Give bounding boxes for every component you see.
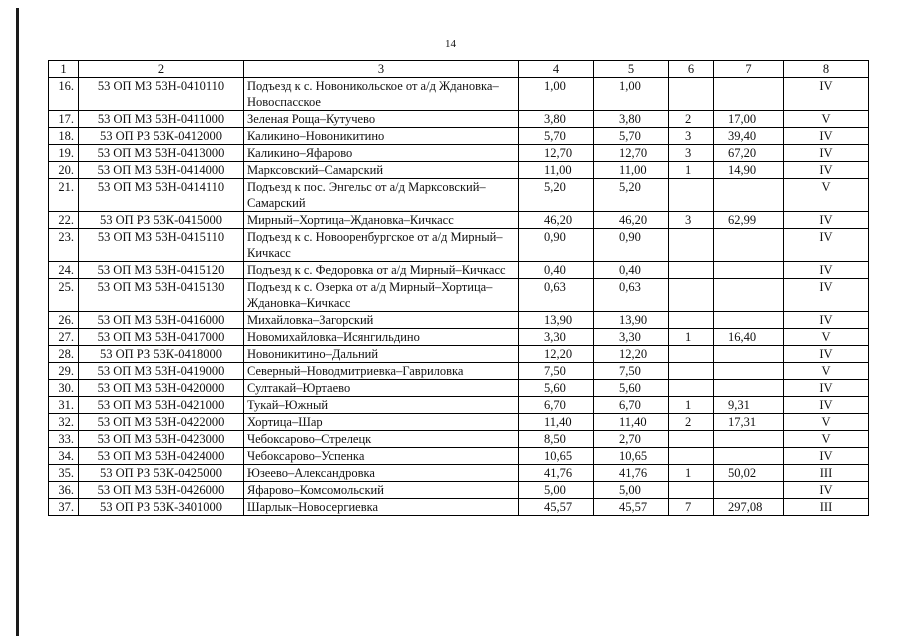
- bridge-length-cell: 50,02: [714, 465, 784, 482]
- row-number-cell: 28.: [49, 346, 79, 363]
- bridge-length-cell: 16,40: [714, 329, 784, 346]
- road-id-cell: 53 ОП МЗ 53Н-0421000: [79, 397, 244, 414]
- column-header: 7: [714, 61, 784, 78]
- table-row: [49, 262, 869, 279]
- road-category-cell: V: [784, 363, 869, 380]
- row-number-cell: 30.: [49, 380, 79, 397]
- road-name-cell: Султакай–Юртаево: [244, 380, 519, 397]
- road-id-cell: 53 ОП МЗ 53Н-0411000: [79, 111, 244, 128]
- table-row: [49, 78, 869, 111]
- road-id-cell: 53 ОП МЗ 53Н-0415130: [79, 279, 244, 312]
- length-paved-cell: 0,63: [594, 279, 669, 312]
- road-name-cell: Новоникитино–Дальний: [244, 346, 519, 363]
- bridge-count-cell: [669, 380, 714, 397]
- road-id-cell: 53 ОП РЗ 53К-0418000: [79, 346, 244, 363]
- length-total-cell: 5,00: [519, 482, 594, 499]
- column-header: 2: [79, 61, 244, 78]
- road-id-cell: 53 ОП МЗ 53Н-0415120: [79, 262, 244, 279]
- row-number-cell: 19.: [49, 145, 79, 162]
- length-total-cell: 3,80: [519, 111, 594, 128]
- row-number-cell: 16.: [49, 78, 79, 111]
- road-category-cell: IV: [784, 448, 869, 465]
- road-name-cell: Северный–Новодмитриевка–Гавриловка: [244, 363, 519, 380]
- table-row: [49, 431, 869, 448]
- length-total-cell: 3,30: [519, 329, 594, 346]
- road-id-cell: 53 ОП МЗ 53Н-0422000: [79, 414, 244, 431]
- road-category-cell: IV: [784, 212, 869, 229]
- road-category-cell: IV: [784, 262, 869, 279]
- length-total-cell: 6,70: [519, 397, 594, 414]
- length-total-cell: 11,00: [519, 162, 594, 179]
- bridge-length-cell: 14,90: [714, 162, 784, 179]
- column-header: 3: [244, 61, 519, 78]
- length-paved-cell: 2,70: [594, 431, 669, 448]
- road-id-cell: 53 ОП МЗ 53Н-0423000: [79, 431, 244, 448]
- bridge-count-cell: 1: [669, 397, 714, 414]
- bridge-length-cell: 17,31: [714, 414, 784, 431]
- length-paved-cell: 46,20: [594, 212, 669, 229]
- length-total-cell: 5,20: [519, 179, 594, 212]
- bridge-count-cell: 3: [669, 128, 714, 145]
- row-number-cell: 36.: [49, 482, 79, 499]
- length-paved-cell: 0,90: [594, 229, 669, 262]
- road-id-cell: 53 ОП РЗ 53К-0412000: [79, 128, 244, 145]
- bridge-length-cell: [714, 431, 784, 448]
- length-paved-cell: 12,70: [594, 145, 669, 162]
- row-number-cell: 31.: [49, 397, 79, 414]
- length-paved-cell: 13,90: [594, 312, 669, 329]
- length-total-cell: 45,57: [519, 499, 594, 516]
- length-total-cell: 10,65: [519, 448, 594, 465]
- row-number-cell: 37.: [49, 499, 79, 516]
- road-id-cell: 53 ОП МЗ 53Н-0415110: [79, 229, 244, 262]
- row-number-cell: 24.: [49, 262, 79, 279]
- road-id-cell: 53 ОП МЗ 53Н-0414110: [79, 179, 244, 212]
- length-paved-cell: 45,57: [594, 499, 669, 516]
- bridge-length-cell: [714, 363, 784, 380]
- length-total-cell: 7,50: [519, 363, 594, 380]
- road-name-cell: Хортица–Шар: [244, 414, 519, 431]
- road-id-cell: 53 ОП МЗ 53Н-0417000: [79, 329, 244, 346]
- bridge-length-cell: [714, 179, 784, 212]
- road-category-cell: IV: [784, 312, 869, 329]
- road-name-cell: Подъезд к с. Новооренбургское от а/д Мирный–Кичкасс: [244, 229, 519, 262]
- row-number-cell: 34.: [49, 448, 79, 465]
- table-row: [49, 380, 869, 397]
- table-row: [49, 312, 869, 329]
- road-name-cell: Шарлык–Новосергиевка: [244, 499, 519, 516]
- length-total-cell: 0,40: [519, 262, 594, 279]
- road-name-cell: Яфарово–Комсомольский: [244, 482, 519, 499]
- length-paved-cell: 11,00: [594, 162, 669, 179]
- table-row: [49, 329, 869, 346]
- row-number-cell: 23.: [49, 229, 79, 262]
- bridge-count-cell: 3: [669, 212, 714, 229]
- table-row: [49, 414, 869, 431]
- road-id-cell: 53 ОП МЗ 53Н-0414000: [79, 162, 244, 179]
- row-number-cell: 20.: [49, 162, 79, 179]
- road-category-cell: IV: [784, 162, 869, 179]
- column-header: 5: [594, 61, 669, 78]
- length-total-cell: 8,50: [519, 431, 594, 448]
- page-edge-bar: [16, 8, 19, 636]
- bridge-length-cell: 67,20: [714, 145, 784, 162]
- road-id-cell: 53 ОП МЗ 53Н-0424000: [79, 448, 244, 465]
- row-number-cell: 21.: [49, 179, 79, 212]
- road-id-cell: 53 ОП МЗ 53Н-0416000: [79, 312, 244, 329]
- bridge-length-cell: [714, 448, 784, 465]
- bridge-count-cell: [669, 312, 714, 329]
- road-category-cell: V: [784, 179, 869, 212]
- road-name-cell: Тукай–Южный: [244, 397, 519, 414]
- bridge-count-cell: 2: [669, 111, 714, 128]
- bridge-length-cell: 9,31: [714, 397, 784, 414]
- road-name-cell: Подъезд к с. Озерка от а/д Мирный–Хортица–Ждановка–Кичкасс: [244, 279, 519, 312]
- table-row: [49, 482, 869, 499]
- table-row: [49, 279, 869, 312]
- table-row: [49, 448, 869, 465]
- bridge-length-cell: [714, 78, 784, 111]
- bridge-length-cell: 297,08: [714, 499, 784, 516]
- column-header: 6: [669, 61, 714, 78]
- table-body: [49, 78, 869, 516]
- road-name-cell: Каликино–Яфарово: [244, 145, 519, 162]
- length-total-cell: 12,70: [519, 145, 594, 162]
- length-total-cell: 41,76: [519, 465, 594, 482]
- length-paved-cell: 6,70: [594, 397, 669, 414]
- bridge-count-cell: 1: [669, 162, 714, 179]
- road-name-cell: Подъезд к пос. Энгельс от а/д Марксовский–Самарский: [244, 179, 519, 212]
- bridge-count-cell: [669, 431, 714, 448]
- road-name-cell: Зеленая Роща–Кутучево: [244, 111, 519, 128]
- length-total-cell: 5,60: [519, 380, 594, 397]
- bridge-length-cell: 17,00: [714, 111, 784, 128]
- bridge-length-cell: [714, 482, 784, 499]
- length-paved-cell: 10,65: [594, 448, 669, 465]
- bridge-length-cell: [714, 229, 784, 262]
- table-row: [49, 397, 869, 414]
- row-number-cell: 27.: [49, 329, 79, 346]
- road-id-cell: 53 ОП МЗ 53Н-0420000: [79, 380, 244, 397]
- road-id-cell: 53 ОП РЗ 53К-0415000: [79, 212, 244, 229]
- length-paved-cell: 5,60: [594, 380, 669, 397]
- road-name-cell: Марксовский–Самарский: [244, 162, 519, 179]
- table-row: [49, 346, 869, 363]
- bridge-count-cell: [669, 279, 714, 312]
- road-category-cell: IV: [784, 279, 869, 312]
- length-total-cell: 5,70: [519, 128, 594, 145]
- road-category-cell: V: [784, 111, 869, 128]
- road-name-cell: Юзеево–Александровка: [244, 465, 519, 482]
- road-id-cell: 53 ОП МЗ 53Н-0426000: [79, 482, 244, 499]
- table-row: [49, 212, 869, 229]
- bridge-count-cell: [669, 363, 714, 380]
- table-row: [49, 465, 869, 482]
- road-category-cell: III: [784, 465, 869, 482]
- row-number-cell: 25.: [49, 279, 79, 312]
- length-total-cell: 0,90: [519, 229, 594, 262]
- road-id-cell: 53 ОП МЗ 53Н-0410110: [79, 78, 244, 111]
- length-paved-cell: 41,76: [594, 465, 669, 482]
- length-total-cell: 11,40: [519, 414, 594, 431]
- length-total-cell: 46,20: [519, 212, 594, 229]
- row-number-cell: 22.: [49, 212, 79, 229]
- road-category-cell: IV: [784, 397, 869, 414]
- row-number-cell: 32.: [49, 414, 79, 431]
- road-category-cell: V: [784, 414, 869, 431]
- bridge-count-cell: [669, 229, 714, 262]
- length-paved-cell: 12,20: [594, 346, 669, 363]
- row-number-cell: 26.: [49, 312, 79, 329]
- table-row: [49, 162, 869, 179]
- bridge-count-cell: 1: [669, 465, 714, 482]
- road-name-cell: Чебоксарово–Успенка: [244, 448, 519, 465]
- bridge-count-cell: 3: [669, 145, 714, 162]
- length-paved-cell: 1,00: [594, 78, 669, 111]
- bridge-length-cell: 62,99: [714, 212, 784, 229]
- length-paved-cell: 3,80: [594, 111, 669, 128]
- bridge-count-cell: [669, 179, 714, 212]
- road-name-cell: Мирный–Хортица–Ждановка–Кичкасс: [244, 212, 519, 229]
- road-name-cell: Подъезд к с. Федоровка от а/д Мирный–Кичкасс: [244, 262, 519, 279]
- row-number-cell: 18.: [49, 128, 79, 145]
- table-row: [49, 363, 869, 380]
- column-header: 1: [49, 61, 79, 78]
- bridge-length-cell: [714, 346, 784, 363]
- length-paved-cell: 3,30: [594, 329, 669, 346]
- road-id-cell: 53 ОП РЗ 53К-3401000: [79, 499, 244, 516]
- road-name-cell: Чебоксарово–Стрелецк: [244, 431, 519, 448]
- road-name-cell: Каликино–Новоникитино: [244, 128, 519, 145]
- road-category-cell: IV: [784, 78, 869, 111]
- bridge-count-cell: 7: [669, 499, 714, 516]
- length-paved-cell: 11,40: [594, 414, 669, 431]
- road-id-cell: 53 ОП МЗ 53Н-0419000: [79, 363, 244, 380]
- bridge-count-cell: 2: [669, 414, 714, 431]
- bridge-length-cell: [714, 380, 784, 397]
- length-paved-cell: 5,00: [594, 482, 669, 499]
- table-row: [49, 179, 869, 212]
- road-category-cell: IV: [784, 128, 869, 145]
- header-row: [49, 61, 869, 78]
- bridge-length-cell: [714, 279, 784, 312]
- road-category-cell: III: [784, 499, 869, 516]
- road-name-cell: Подъезд к с. Новоникольское от а/д Ждановка–Новоспасское: [244, 78, 519, 111]
- table-row: [49, 229, 869, 262]
- table-row: [49, 499, 869, 516]
- bridge-length-cell: [714, 262, 784, 279]
- bridge-count-cell: [669, 78, 714, 111]
- length-total-cell: 1,00: [519, 78, 594, 111]
- bridge-count-cell: [669, 346, 714, 363]
- road-category-cell: IV: [784, 346, 869, 363]
- road-category-cell: IV: [784, 380, 869, 397]
- road-category-cell: IV: [784, 145, 869, 162]
- table-row: [49, 145, 869, 162]
- bridge-length-cell: [714, 312, 784, 329]
- row-number-cell: 35.: [49, 465, 79, 482]
- table-row: [49, 128, 869, 145]
- length-paved-cell: 5,70: [594, 128, 669, 145]
- road-name-cell: Новомихайловка–Исянгильдино: [244, 329, 519, 346]
- length-total-cell: 13,90: [519, 312, 594, 329]
- road-id-cell: 53 ОП МЗ 53Н-0413000: [79, 145, 244, 162]
- road-category-cell: V: [784, 431, 869, 448]
- length-paved-cell: 5,20: [594, 179, 669, 212]
- road-name-cell: Михайловка–Загорский: [244, 312, 519, 329]
- column-header: 4: [519, 61, 594, 78]
- length-paved-cell: 0,40: [594, 262, 669, 279]
- road-category-cell: IV: [784, 482, 869, 499]
- bridge-length-cell: 39,40: [714, 128, 784, 145]
- column-header: 8: [784, 61, 869, 78]
- bridge-count-cell: 1: [669, 329, 714, 346]
- length-total-cell: 12,20: [519, 346, 594, 363]
- row-number-cell: 17.: [49, 111, 79, 128]
- page-number: 14: [445, 38, 456, 50]
- length-paved-cell: 7,50: [594, 363, 669, 380]
- row-number-cell: 33.: [49, 431, 79, 448]
- road-category-cell: V: [784, 329, 869, 346]
- table-row: [49, 111, 869, 128]
- road-id-cell: 53 ОП РЗ 53К-0425000: [79, 465, 244, 482]
- road-category-cell: IV: [784, 229, 869, 262]
- roads-table: [48, 60, 869, 516]
- bridge-count-cell: [669, 262, 714, 279]
- row-number-cell: 29.: [49, 363, 79, 380]
- length-total-cell: 0,63: [519, 279, 594, 312]
- bridge-count-cell: [669, 482, 714, 499]
- bridge-count-cell: [669, 448, 714, 465]
